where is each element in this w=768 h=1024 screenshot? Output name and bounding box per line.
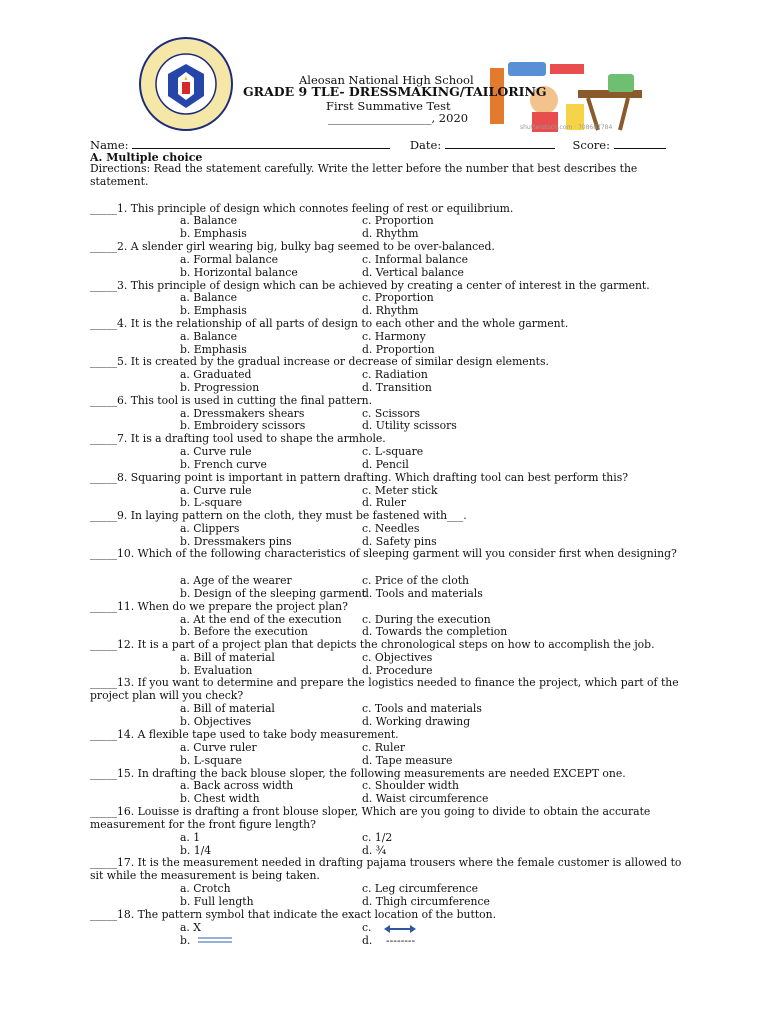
double-line-symbol xyxy=(198,936,232,944)
dashed-line-symbol: -------- xyxy=(386,934,416,947)
test-title: GRADE 9 TLE- DRESSMAKING/TAILORING xyxy=(243,84,547,99)
q8-option-a: a. Curve rule xyxy=(180,484,252,497)
q1-option-b: b. Emphasis xyxy=(180,227,247,240)
q3-option-d: d. Rhythm xyxy=(362,304,419,317)
watermark-text: shutterstock.com · 708687784 xyxy=(520,124,613,131)
q16-option-b: b. 1/4 xyxy=(180,844,212,857)
school-name: Aleosan National High School xyxy=(299,73,474,87)
question-12: _____12. It is a part of a project plan that depicts the chronological steps on how to accomplish the job. xyxy=(90,638,655,651)
q4-option-d: d. Proportion xyxy=(362,343,435,356)
q18-option-b: b. xyxy=(180,934,191,947)
q5-option-a: a. Graduated xyxy=(180,368,252,381)
q12-option-a: a. Bill of material xyxy=(180,651,275,664)
q17-option-b: b. Full length xyxy=(180,895,254,908)
section-title: A. Multiple choice xyxy=(90,151,203,164)
q17-option-d: d. Thigh circumference xyxy=(362,895,490,908)
q5-option-d: d. Transition xyxy=(362,381,432,394)
question-18: _____18. The pattern symbol that indicate the exact location of the button. xyxy=(90,908,497,921)
q6-option-b: b. Embroidery scissors xyxy=(180,419,306,432)
q14-option-d: d. Tape measure xyxy=(362,754,453,767)
q4-option-a: a. Balance xyxy=(180,330,237,343)
score-field[interactable] xyxy=(614,148,666,149)
q17-option-c: c. Leg circumference xyxy=(362,882,479,895)
q12-option-d: d. Procedure xyxy=(362,664,433,677)
q15-option-a: a. Back across width xyxy=(180,779,294,792)
question-10: _____10. Which of the following characteristics of sleeping garment will you consider first when designing? xyxy=(90,547,677,560)
q3-option-b: b. Emphasis xyxy=(180,304,247,317)
q4-option-c: c. Harmony xyxy=(362,330,426,343)
q10-option-b: b. Design of the sleeping garment xyxy=(180,587,367,600)
q16-option-d: d. ¾ xyxy=(362,844,387,857)
question-1: _____1. This principle of design which connotes feeling of rest or equilibrium. xyxy=(90,202,514,215)
q18-option-c: c. xyxy=(362,921,372,934)
q11-option-b: b. Before the execution xyxy=(180,625,308,638)
question-13: _____13. If you want to determine and prepare the logistics needed to finance the project, which part of the project plan will you check? xyxy=(90,676,679,702)
q2-option-d: d. Vertical balance xyxy=(362,266,464,279)
date-label: Date: xyxy=(409,138,442,152)
question-9: _____9. In laying pattern on the cloth, they must be fastened with___. xyxy=(90,509,467,522)
q7-option-d: d. Pencil xyxy=(362,458,409,471)
q2-option-c: c. Informal balance xyxy=(362,253,468,266)
q6-option-d: d. Utility scissors xyxy=(362,419,457,432)
q3-option-a: a. Balance xyxy=(180,291,237,304)
question-4: _____4. It is the relationship of all parts of design to each other and the whole garment. xyxy=(90,317,569,330)
score-label: Score: xyxy=(572,138,610,152)
q13-option-c: c. Tools and materials xyxy=(362,702,482,715)
question-8: _____8. Squaring point is important in pattern drafting. Which drafting tool can best perform this? xyxy=(90,471,629,484)
q10-option-a: a. Age of the wearer xyxy=(180,574,292,587)
q9-option-a: a. Clippers xyxy=(180,522,240,535)
q3-option-c: c. Proportion xyxy=(362,291,434,304)
q14-option-c: c. Ruler xyxy=(362,741,405,754)
q11-option-a: a. At the end of the execution xyxy=(180,613,342,626)
question-6: _____6. This tool is used in cutting the final pattern. xyxy=(90,394,373,407)
name-label: Name: xyxy=(90,138,129,152)
q12-option-b: b. Evaluation xyxy=(180,664,253,677)
question-2: _____2. A slender girl wearing big, bulky bag seemed to be over-balanced. xyxy=(90,240,495,253)
q1-option-d: d. Rhythm xyxy=(362,227,419,240)
question-15: _____15. In drafting the back blouse sloper, the following measurements are needed EXCEPT one. xyxy=(90,767,626,780)
date-line: __________________, 2020 xyxy=(328,111,469,125)
deped-seal-logo xyxy=(138,36,234,132)
q8-option-d: d. Ruler xyxy=(362,496,406,509)
q14-option-a: a. Curve ruler xyxy=(180,741,257,754)
directions-text: Directions: Read the statement carefully. Write the letter before the number that best describes the statement. xyxy=(90,162,638,188)
q16-option-a: a. 1 xyxy=(180,831,201,844)
q1-option-c: c. Proportion xyxy=(362,214,434,227)
q9-option-d: d. Safety pins xyxy=(362,535,437,548)
q6-option-c: c. Scissors xyxy=(362,407,421,420)
q5-option-c: c. Radiation xyxy=(362,368,428,381)
question-3: _____3. This principle of design which can be achieved by creating a center of interest in the garment. xyxy=(90,279,650,292)
q9-option-b: b. Dressmakers pins xyxy=(180,535,292,548)
question-5: _____5. It is created by the gradual increase or decrease of similar design elements. xyxy=(90,355,549,368)
q7-option-c: c. L-square xyxy=(362,445,424,458)
q12-option-c: c. Objectives xyxy=(362,651,433,664)
date-field[interactable] xyxy=(445,148,555,149)
q13-option-b: b. Objectives xyxy=(180,715,252,728)
q8-option-b: b. L-square xyxy=(180,496,242,509)
question-14: _____14. A flexible tape used to take body measurement. xyxy=(90,728,399,741)
q5-option-b: b. Progression xyxy=(180,381,260,394)
q6-option-a: a. Dressmakers shears xyxy=(180,407,305,420)
q17-option-a: a. Crotch xyxy=(180,882,231,895)
q7-option-b: b. French curve xyxy=(180,458,267,471)
q7-option-a: a. Curve rule xyxy=(180,445,252,458)
q2-option-b: b. Horizontal balance xyxy=(180,266,298,279)
q15-option-b: b. Chest width xyxy=(180,792,260,805)
question-11: _____11. When do we prepare the project plan? xyxy=(90,600,348,613)
q16-option-c: c. 1/2 xyxy=(362,831,393,844)
q8-option-c: c. Meter stick xyxy=(362,484,438,497)
q15-option-c: c. Shoulder width xyxy=(362,779,459,792)
q11-option-c: c. During the execution xyxy=(362,613,491,626)
test-subtitle: First Summative Test xyxy=(326,99,451,113)
q10-option-c: c. Price of the cloth xyxy=(362,574,469,587)
q13-option-d: d. Working drawing xyxy=(362,715,471,728)
name-field[interactable] xyxy=(132,148,390,149)
student-info-row xyxy=(90,138,666,152)
question-17: _____17. It is the measurement needed in drafting pajama trousers where the female customer is allowed to sit while the measurement is being taken. xyxy=(90,856,682,882)
q18-option-a: a. X xyxy=(180,921,201,934)
q1-option-a: a. Balance xyxy=(180,214,237,227)
question-16: _____16. Louisse is drafting a front blouse sloper, Which are you going to divide to obtain the accurate measurement for the front figure length? xyxy=(90,805,651,831)
q2-option-a: a. Formal balance xyxy=(180,253,279,266)
q9-option-c: c. Needles xyxy=(362,522,420,535)
q18-option-d: d. xyxy=(362,934,373,947)
question-7: _____7. It is a drafting tool used to shape the armhole. xyxy=(90,432,386,445)
q13-option-a: a. Bill of material xyxy=(180,702,275,715)
q14-option-b: b. L-square xyxy=(180,754,242,767)
q11-option-d: d. Towards the completion xyxy=(362,625,508,638)
q15-option-d: d. Waist circumference xyxy=(362,792,489,805)
q4-option-b: b. Emphasis xyxy=(180,343,247,356)
q10-option-d: d. Tools and materials xyxy=(362,587,483,600)
